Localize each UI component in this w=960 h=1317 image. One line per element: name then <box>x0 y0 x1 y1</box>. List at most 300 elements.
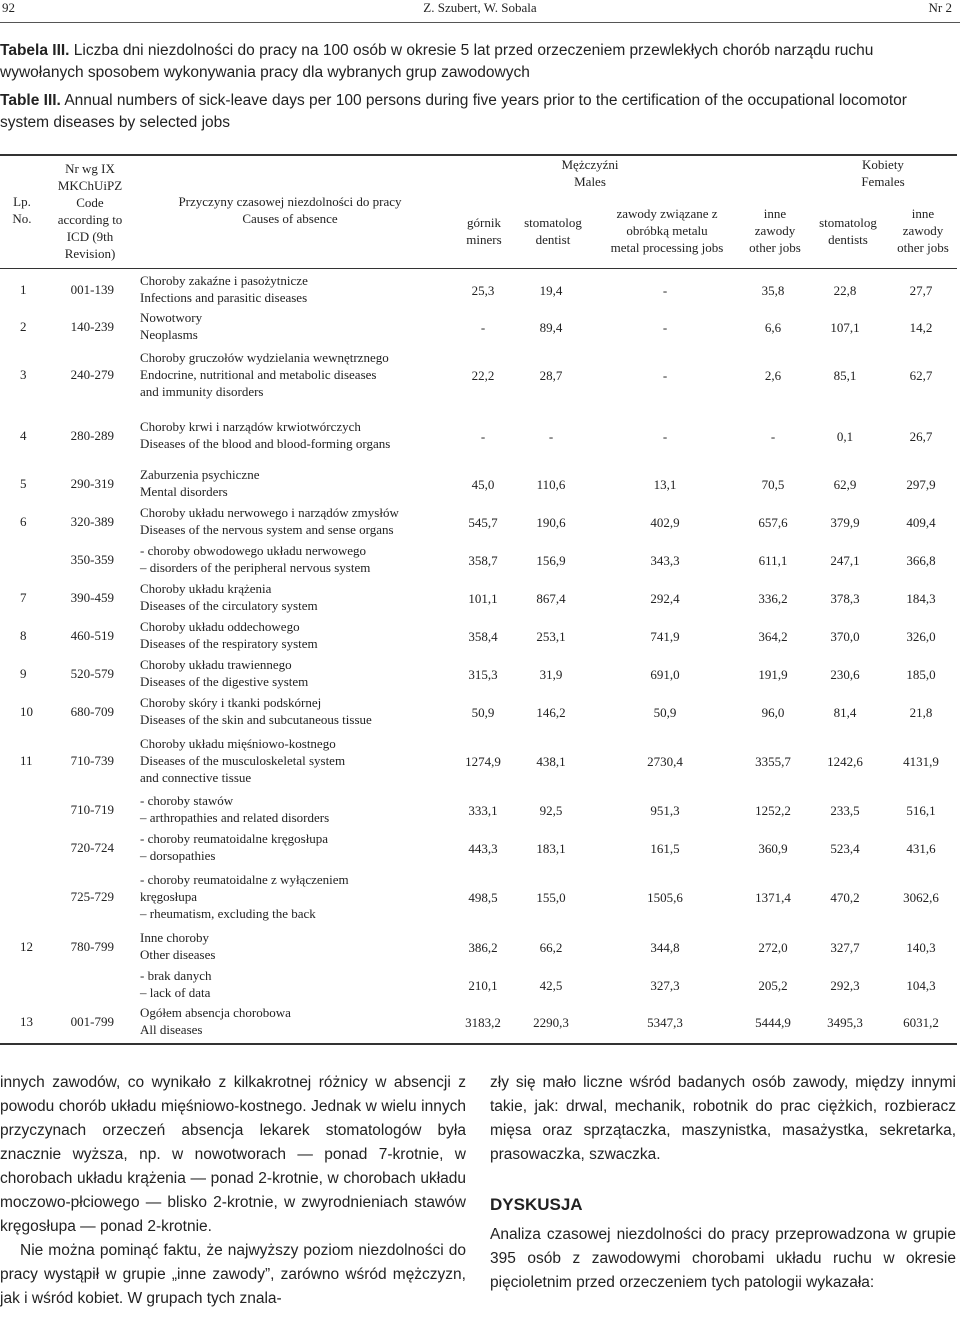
row-lp <box>20 427 27 444</box>
row-value-line: 5347,3 <box>647 1014 683 1030</box>
row-cause-line: Diseases of the circulatory system <box>140 598 318 613</box>
row-value-line: 26,7 <box>909 428 933 444</box>
row-value <box>805 428 885 445</box>
row-value <box>805 666 885 683</box>
header-other-jobs-females <box>886 205 960 256</box>
row-value-line: 66,2 <box>539 939 563 955</box>
row-value <box>733 367 813 384</box>
row-cause-line: Infections and parasitic diseases <box>140 290 308 305</box>
header-causes-line: Causes of absence <box>242 211 338 226</box>
row-value-line: 6031,2 <box>903 1014 939 1030</box>
header-other-jobs-males-line: zawody <box>754 223 796 238</box>
row-value <box>881 802 960 819</box>
row-value <box>733 319 813 336</box>
row-value <box>805 628 885 645</box>
row-cause-line: - brak danych <box>140 968 212 983</box>
row-value <box>625 704 705 721</box>
header-causes-line: Przyczyny czasowej niezdolności do pracy <box>178 194 402 209</box>
row-value-line: - <box>480 428 486 444</box>
row-value-line: - <box>662 428 668 444</box>
row-value-line: 183,1 <box>536 840 566 856</box>
row-code-line: 001-799 <box>70 1013 114 1029</box>
body-paragraph: Nie można pominąć faktu, że najwyższy poziom niezdolności do pracy wystąpił w grupie „inne zawody”, zarówno wśród mężczyzn, jak i wśród kobiet. W grupach tych znala- <box>0 1242 466 1307</box>
row-value-line: 741,9 <box>650 628 680 644</box>
row-value-line: 438,1 <box>536 754 566 769</box>
row-code <box>46 589 114 606</box>
header-dentist-females <box>808 214 888 248</box>
row-value-line: 156,9 <box>536 552 566 568</box>
row-lp-line: 10 <box>20 703 33 719</box>
body-column-right-2 <box>490 1223 956 1295</box>
header-dentist-males-line: stomatolog <box>524 215 582 230</box>
row-value <box>511 282 591 299</box>
body-column-left <box>0 1071 466 1311</box>
issue-number: Nr 2 <box>928 0 952 15</box>
row-cause-line: Zaburzenia psychiczne <box>140 467 260 482</box>
row-cause-line: kręgosłupa <box>140 889 198 904</box>
header-code <box>48 160 132 262</box>
row-value-line: 2290,3 <box>533 1014 569 1030</box>
header-code-line: ICD (9th <box>66 229 114 244</box>
row-value <box>625 282 705 299</box>
row-value <box>805 1014 885 1031</box>
row-value-line: 89,4 <box>539 319 563 335</box>
row-code-line: 280-289 <box>70 427 114 443</box>
row-value <box>511 704 591 721</box>
row-code <box>46 703 114 720</box>
row-value-line: - <box>480 319 486 335</box>
row-value-line: 402,9 <box>650 514 680 530</box>
row-lp <box>20 665 27 682</box>
row-value-line: 1505,6 <box>647 890 683 905</box>
row-value <box>511 802 591 819</box>
row-cause <box>140 967 211 1001</box>
header-code-line: Nr wg IX <box>65 161 115 176</box>
header-code-line: MKChUiPZ <box>57 178 123 193</box>
row-value-line: 360,9 <box>758 840 788 856</box>
row-value <box>625 628 705 645</box>
row-value-line: 70,5 <box>761 476 785 492</box>
row-value-line: 22,2 <box>471 368 495 383</box>
row-value-line: 146,2 <box>536 704 566 720</box>
row-code-line: 710-739 <box>70 753 114 768</box>
table-header-rule <box>0 268 957 269</box>
row-value-line: 297,9 <box>906 476 936 492</box>
row-lp-line: 1 <box>20 281 27 297</box>
row-cause <box>140 871 349 922</box>
row-value-line: 107,1 <box>830 319 860 335</box>
row-value-line: 184,3 <box>906 590 936 606</box>
row-value-line: 13,1 <box>653 476 677 492</box>
row-code-line: 320-389 <box>70 513 114 529</box>
row-value <box>733 282 813 299</box>
row-lp-line: 9 <box>20 665 27 681</box>
row-code-line: 460-519 <box>70 627 114 643</box>
row-value-line: 3062,6 <box>903 890 939 905</box>
row-code <box>46 513 114 530</box>
header-other-jobs-males-line: other jobs <box>749 240 801 255</box>
header-miners-line: górnik <box>467 215 501 230</box>
row-value <box>625 428 705 445</box>
row-value-line: 1371,4 <box>755 890 791 905</box>
row-value <box>625 666 705 683</box>
row-cause-line: - choroby reumatoidalne z wyłączeniem <box>140 872 349 887</box>
row-code-line: 350-359 <box>70 551 114 567</box>
row-lp-line: 5 <box>20 475 27 491</box>
header-males-line: Males <box>574 174 606 189</box>
row-value-line: 104,3 <box>906 977 936 993</box>
row-value <box>881 428 960 445</box>
header-rule <box>0 22 960 23</box>
row-code <box>46 752 114 769</box>
row-value-line: 691,0 <box>650 666 680 682</box>
row-value <box>881 514 960 531</box>
row-cause-line: – lack of data <box>140 985 211 1000</box>
row-cause-line: Mental disorders <box>140 484 228 499</box>
row-lp-line: 8 <box>20 627 27 643</box>
row-value-line: 110,6 <box>536 476 566 492</box>
row-value <box>733 704 813 721</box>
row-cause-line: Choroby gruczołów wydzielania wewnętrznego <box>140 350 389 365</box>
row-code <box>46 318 114 335</box>
row-lp-line: 13 <box>20 1013 33 1029</box>
row-value <box>805 514 885 531</box>
row-value-line: 45,0 <box>471 476 495 492</box>
row-value-line: 431,6 <box>906 840 936 856</box>
running-header <box>0 0 960 20</box>
row-lp <box>20 475 27 492</box>
row-cause-line: Diseases of the digestive system <box>140 674 309 689</box>
row-value <box>511 590 591 607</box>
row-value <box>881 704 960 721</box>
caption-text-en: Annual numbers of sick-leave days per 100 persons during five years prior to the certification of the occupational locomotor system diseases by selected jobs <box>0 92 907 131</box>
row-value <box>625 889 705 906</box>
row-value <box>805 704 885 721</box>
row-value <box>805 282 885 299</box>
row-code-line: 390-459 <box>70 589 114 605</box>
row-value <box>511 753 591 770</box>
page-number: 92 <box>2 0 15 15</box>
row-value <box>881 282 960 299</box>
row-value-line: 14,2 <box>909 319 933 335</box>
row-cause-line: Choroby układu mięśniowo-kostnego <box>140 736 336 751</box>
row-value-line: 336,2 <box>758 590 788 606</box>
row-value-line: 22,8 <box>833 282 857 298</box>
row-value-line: 185,0 <box>906 666 936 682</box>
section-heading: DYSKUSJA <box>490 1195 583 1214</box>
row-cause-line: All diseases <box>140 1022 203 1037</box>
row-value <box>511 367 591 384</box>
row-value-line: 101,1 <box>468 590 498 606</box>
row-code <box>46 427 114 444</box>
row-value-line: 233,5 <box>830 802 860 818</box>
row-cause-line: Diseases of the nervous system and sense organs <box>140 522 394 537</box>
row-value <box>511 666 591 683</box>
row-value <box>625 319 705 336</box>
row-code <box>46 801 114 818</box>
row-code <box>46 665 114 682</box>
row-cause <box>140 580 318 614</box>
row-value-line: 50,9 <box>471 704 495 720</box>
row-value-line: 358,7 <box>468 552 498 568</box>
row-cause <box>140 349 389 400</box>
row-value-line: 2,6 <box>764 368 782 383</box>
row-value <box>805 753 885 770</box>
row-value <box>511 428 591 445</box>
row-lp <box>20 703 33 720</box>
row-value <box>733 939 813 956</box>
row-value <box>733 889 813 906</box>
row-cause-line: – disorders of the peripheral nervous system <box>140 560 371 575</box>
row-value <box>625 367 705 384</box>
row-value-line: 3355,7 <box>755 754 791 769</box>
row-code <box>46 627 114 644</box>
row-value-line: 3495,3 <box>827 1014 863 1030</box>
row-value <box>733 1014 813 1031</box>
row-value-line: 378,3 <box>830 590 860 606</box>
row-cause <box>140 694 372 728</box>
row-value <box>625 977 705 994</box>
body-paragraph: zły się mało liczne wśród badanych osób zawody, między innymi takie, jak: drwal, mechanik, robotnik do prac ciężkich, rozbieracz mięsa oraz sprzątaczka, maszynistka, masażystka, sekretarka, prasowaczka, szwaczka. <box>490 1074 956 1163</box>
row-code <box>46 938 114 955</box>
row-cause-line: - choroby stawów <box>140 793 234 808</box>
table-caption-polish <box>0 40 955 84</box>
row-lp-line: 4 <box>20 427 27 443</box>
row-value <box>733 428 813 445</box>
row-value <box>881 552 960 569</box>
row-code-line: 725-729 <box>70 889 114 904</box>
row-cause-line: Diseases of the blood and blood-forming organs <box>140 436 391 451</box>
row-value-line: - <box>548 428 554 444</box>
row-value-line: 21,8 <box>909 704 933 720</box>
header-metal-jobs-line: zawody związane z <box>616 206 718 221</box>
header-lp <box>0 193 44 227</box>
row-lp <box>20 752 33 769</box>
row-cause-line: Neoplasms <box>140 327 198 342</box>
row-value-line: 523,4 <box>830 840 860 856</box>
row-value <box>625 1014 705 1031</box>
row-cause-line: and immunity disorders <box>140 384 264 399</box>
row-value <box>805 977 885 994</box>
row-value <box>881 367 960 384</box>
row-lp <box>20 366 27 383</box>
row-cause-line: Diseases of the musculoskeletal system <box>140 753 346 768</box>
row-code <box>46 888 114 905</box>
row-value-line: 50,9 <box>653 704 677 720</box>
header-code-line: according to <box>57 212 123 227</box>
row-value <box>511 939 591 956</box>
row-value <box>805 476 885 493</box>
row-value-line: 545,7 <box>468 514 498 530</box>
row-value-line: 92,5 <box>539 802 563 818</box>
row-value-line: 333,1 <box>468 802 498 818</box>
row-value <box>511 552 591 569</box>
row-code-line: 710-719 <box>70 801 114 817</box>
row-value-line: 0,1 <box>836 428 854 444</box>
row-value <box>805 319 885 336</box>
row-value <box>625 552 705 569</box>
row-cause-line: Choroby układu oddechowego <box>140 619 300 634</box>
row-value-line: 1274,9 <box>465 754 501 769</box>
row-value-line: 379,9 <box>830 514 860 530</box>
row-value <box>511 977 591 994</box>
row-lp <box>20 513 27 530</box>
table-bottom-rule <box>0 1043 957 1045</box>
row-code-line: 520-579 <box>70 665 114 681</box>
row-code-line: 720-724 <box>70 839 114 855</box>
row-cause <box>140 792 329 826</box>
caption-label-pl: Tabela III. <box>0 42 70 59</box>
row-value-line: 28,7 <box>539 368 563 383</box>
row-lp-line: 7 <box>20 589 27 605</box>
header-other-jobs-females-line: zawody <box>902 223 944 238</box>
row-code <box>46 839 114 856</box>
row-value <box>733 840 813 857</box>
row-value <box>805 889 885 906</box>
row-cause-line: Choroby skóry i tkanki podskórnej <box>140 695 322 710</box>
row-value-line: 161,5 <box>650 840 680 856</box>
row-value-line: 292,4 <box>650 590 680 606</box>
row-value-line: 611,1 <box>758 552 788 568</box>
row-cause-line: – arthropathies and related disorders <box>140 810 330 825</box>
row-cause-line: Inne choroby <box>140 930 209 945</box>
row-value-line: 230,6 <box>830 666 860 682</box>
row-value-line: - <box>662 319 668 335</box>
row-value <box>733 977 813 994</box>
row-cause <box>140 618 318 652</box>
row-cause-line: Choroby zakaźne i pasożytnicze <box>140 273 308 288</box>
row-value-line: 386,2 <box>468 939 498 955</box>
row-value-line: 327,3 <box>650 977 680 993</box>
row-value-line: - <box>770 428 776 444</box>
row-lp <box>20 281 27 298</box>
row-value-line: 272,0 <box>758 939 788 955</box>
row-code-line: 240-279 <box>70 367 114 382</box>
row-cause-line: Diseases of the respiratory system <box>140 636 318 651</box>
row-cause <box>140 309 202 343</box>
row-value-line: 35,8 <box>761 282 785 298</box>
row-cause-line: Choroby krwi i narządów krwiotwórczych <box>140 419 361 434</box>
row-lp-line: 3 <box>20 367 27 382</box>
row-value-line: 140,3 <box>906 939 936 955</box>
row-value <box>881 840 960 857</box>
row-value-line: 409,4 <box>906 514 936 530</box>
row-cause-line: Choroby układu nerwowego i narządów zmysłów <box>140 505 399 520</box>
row-value <box>511 476 591 493</box>
row-code <box>46 551 114 568</box>
row-code <box>46 1013 114 1030</box>
row-lp <box>20 627 27 644</box>
row-value-line: 247,1 <box>830 552 860 568</box>
header-metal-jobs-line: obróbką metalu <box>626 223 708 238</box>
row-cause-line: and connective tissue <box>140 770 252 785</box>
row-value-line: 3183,2 <box>465 1014 501 1030</box>
row-value <box>805 367 885 384</box>
row-value-line: 343,3 <box>650 552 680 568</box>
caption-label-en: Table III. <box>0 92 61 109</box>
row-cause-line: Nowotwory <box>140 310 203 325</box>
header-code-line: Revision) <box>64 246 116 261</box>
row-value-line: 210,1 <box>468 977 498 993</box>
row-code-line: 140-239 <box>70 318 114 334</box>
header-lp-line: Lp. <box>13 194 31 209</box>
row-value-line: 344,8 <box>650 939 680 955</box>
row-value <box>805 840 885 857</box>
row-code-line: 780-799 <box>70 938 114 954</box>
row-cause-line: Choroby układu trawiennego <box>140 657 292 672</box>
row-value-line: 96,0 <box>761 704 785 720</box>
row-value <box>625 939 705 956</box>
row-value-line: 4131,9 <box>903 754 939 769</box>
row-value <box>881 628 960 645</box>
row-value-line: 364,2 <box>758 628 788 644</box>
header-males <box>500 156 680 190</box>
row-cause <box>140 272 308 306</box>
row-cause-line: – rheumatism, excluding the back <box>140 906 316 921</box>
row-cause <box>140 656 308 690</box>
row-value <box>881 319 960 336</box>
row-cause-line: - choroby reumatoidalne kręgosłupa <box>140 831 329 846</box>
row-value <box>881 476 960 493</box>
header-lp-line: No. <box>12 211 32 226</box>
row-lp-line: 2 <box>20 318 27 334</box>
row-value-line: 85,1 <box>833 368 857 383</box>
running-authors: Z. Szubert, W. Sobala <box>423 0 537 15</box>
row-value-line: 1252,2 <box>755 802 791 818</box>
row-lp <box>20 938 33 955</box>
row-cause-line: Diseases of the skin and subcutaneous tissue <box>140 712 372 727</box>
row-code-line: 290-319 <box>70 475 114 491</box>
header-other-jobs-females-line: other jobs <box>897 240 949 255</box>
row-code-line: 680-709 <box>70 703 114 719</box>
row-value-line: 5444,9 <box>755 1014 791 1030</box>
row-value <box>733 476 813 493</box>
row-value-line: 470,2 <box>830 890 860 905</box>
row-value-line: 81,4 <box>833 704 857 720</box>
header-metal-jobs-line: metal processing jobs <box>610 240 724 255</box>
row-value <box>881 889 960 906</box>
header-dentist-males-line: dentist <box>535 232 571 247</box>
header-females <box>808 156 958 190</box>
row-value <box>881 1014 960 1031</box>
row-value-line: 327,7 <box>830 939 860 955</box>
row-value-line: 25,3 <box>471 282 495 298</box>
row-lp-line: 11 <box>20 753 33 768</box>
row-value-line: - <box>662 368 668 383</box>
row-value <box>625 476 705 493</box>
header-dentist-females-line: stomatolog <box>819 215 877 230</box>
row-value-line: 2730,4 <box>647 754 683 769</box>
header-code-line: Code <box>76 195 104 210</box>
row-value-line: 27,7 <box>909 282 933 298</box>
row-value <box>881 590 960 607</box>
row-value-line: 951,3 <box>650 802 680 818</box>
row-value <box>805 939 885 956</box>
row-cause <box>140 830 328 864</box>
header-dentist-males <box>510 214 596 248</box>
row-value <box>511 1014 591 1031</box>
row-value-line: 366,8 <box>906 552 936 568</box>
row-lp <box>20 589 27 606</box>
row-lp-line: 12 <box>20 938 33 954</box>
row-value-line: 498,5 <box>468 890 498 905</box>
row-code <box>46 281 114 298</box>
row-lp-line: 6 <box>20 513 27 529</box>
row-value-line: 205,2 <box>758 977 788 993</box>
header-other-jobs-males <box>740 205 810 256</box>
row-value <box>733 753 813 770</box>
header-dentist-females-line: dentists <box>828 232 868 247</box>
